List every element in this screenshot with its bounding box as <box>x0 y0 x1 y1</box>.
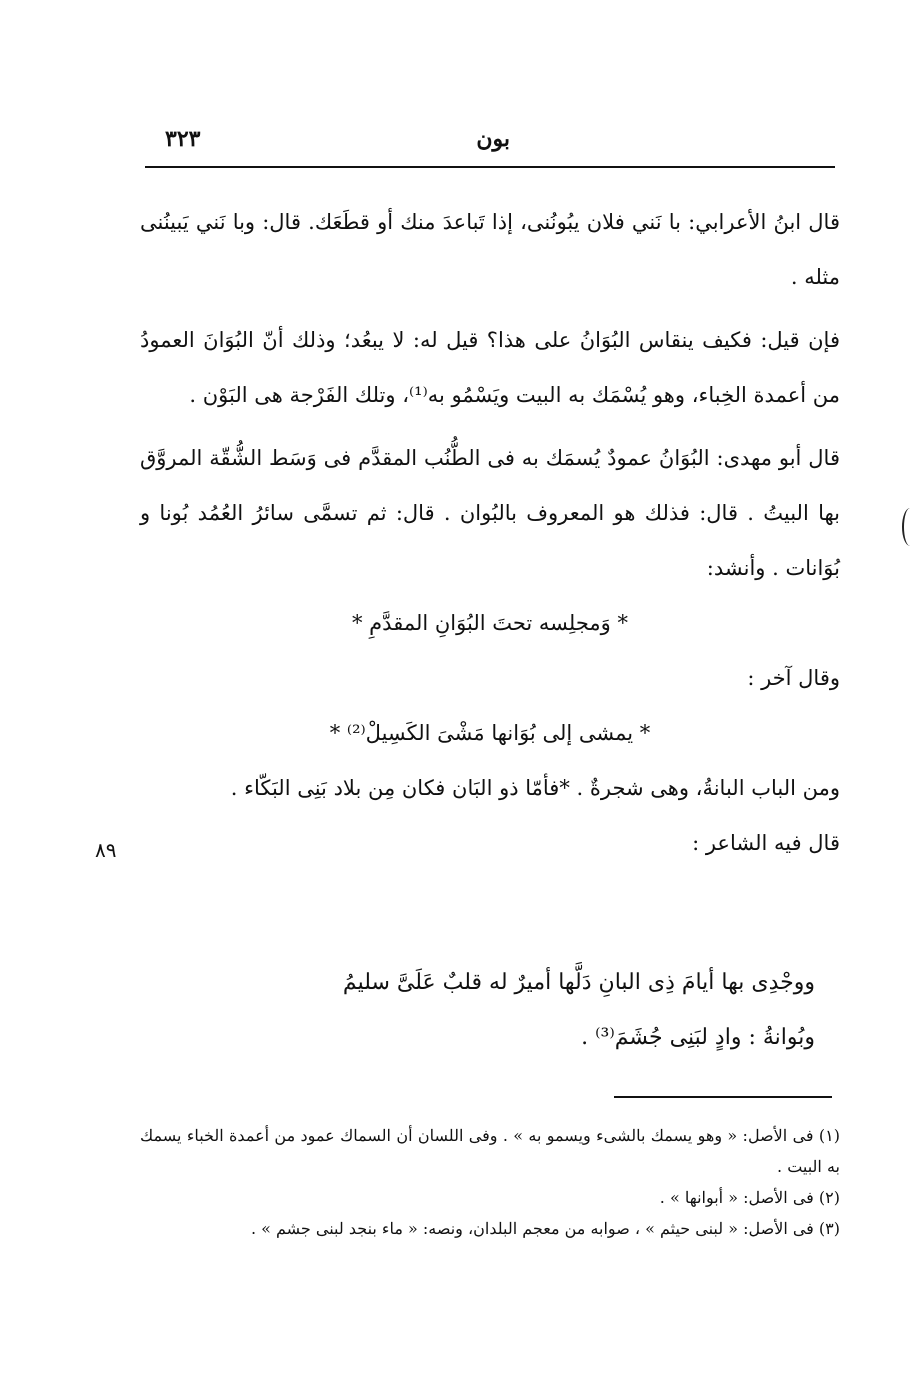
header-rule <box>145 166 835 168</box>
footnote-rule <box>614 1096 832 1098</box>
main-text <box>140 195 840 871</box>
another-poet-label: وقال آخر : <box>747 666 840 690</box>
footnote-3: (٣) فى الأصل: « لبنى حيثم » ، صوابه من معجم البلدان، ونصه: « ماء بنجد لبنى جشم » . <box>250 1219 840 1238</box>
page-number: ٣٢٣ <box>165 126 201 152</box>
couplet-line-2: وبُوانةُ : وادٍ لبَنِى جُشَمَ⁽³⁾ . <box>581 1025 815 1050</box>
header-title: بون <box>476 126 510 152</box>
footnotes <box>140 1120 840 1244</box>
paragraph-2: فإن قيل: فكيف ينقاس البُوَانُ على هذا؟ قيل له: لا يبعُد؛ وذلك أنّ البُوَانَ العمودُ من أعمدة الخِباء، وهو يُسْمَك به البيت ويَسْمُو به⁽¹⁾، وتلك الفَرْجة هى البَوْن . <box>140 328 840 407</box>
paragraph-3: قال أبو مهدى: البُوَانُ عمودٌ يُسمَك به فى الطُّنُب المقدَّم فى وَسَط الشُّقّة المروَّق بها البيتُ . قال: فذلك هو المعروف بالبُوان . قال: ثم تسمَّى سائرُ العُمُد بُونا و بُوَانات . وأنشد: <box>140 446 840 580</box>
poet-intro: قال فيه الشاعر : <box>692 831 840 855</box>
couplet-line-1: ووجْدِى بها أيامَ ذِى البانِ دَلَّها أميرٌ له قلبٌ عَلَىَّ سليمُ <box>342 970 815 995</box>
margin-number: ٨٩ <box>95 838 117 862</box>
verse-line-1: * وَمجلِسه تحتَ البُوَانِ المقدَّمِ * <box>352 611 628 635</box>
footnote-2: (٢) فى الأصل: « أبوانها » . <box>659 1188 840 1207</box>
paragraph-1: قال ابنُ الأعرابي: با نَني فلان يبُونُنى، إذا تَباعدَ منك أو قطَعَك. قال: وبا نَني يَبينُنى مثله . <box>140 210 840 289</box>
running-header <box>145 118 835 166</box>
edge-bracket-mark <box>902 508 914 546</box>
paragraph-4: ومن الباب البانةُ، وهى شجرةٌ . *فأمّا ذو البَان فكان مِن بلاد بَنِى البَكّاء . <box>230 776 840 800</box>
poem-couplet <box>165 955 815 1065</box>
footnote-1: (١) فى الأصل: « وهو يسمك بالشىء ويسمو به » . وفى اللسان أن السماك عمود من أعمدة الخباء يسمك به البيت . <box>140 1126 840 1176</box>
verse-line-2: * يمشى إلى بُوَانها مَشْىَ الكَسِيلْ⁽²⁾ * <box>329 721 651 745</box>
